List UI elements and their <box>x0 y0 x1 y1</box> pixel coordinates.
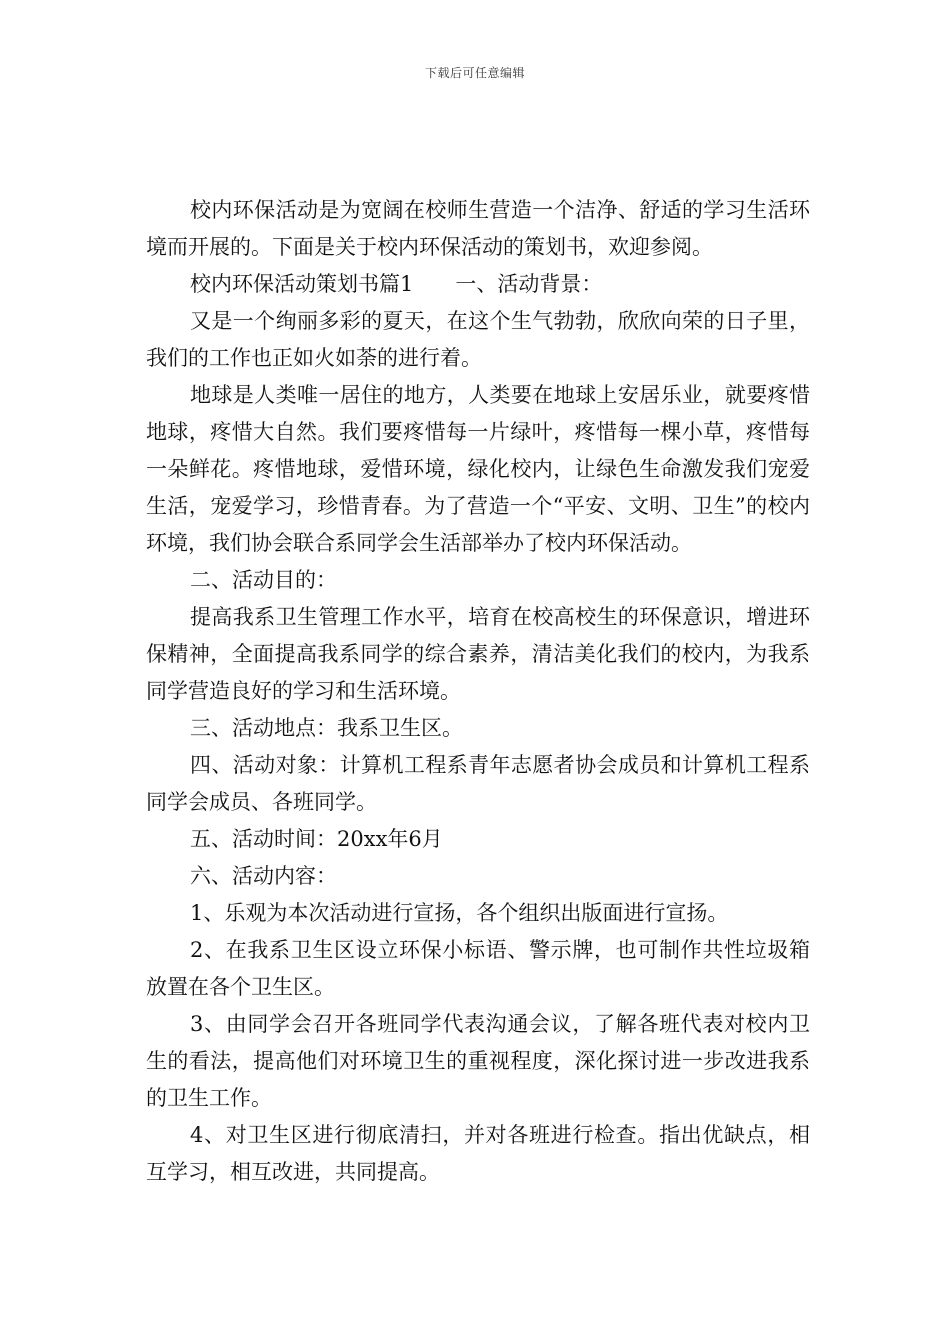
paragraph-title-background: 校内环保活动策划书篇1 一、活动背景： <box>190 272 603 296</box>
list-item-2: 2、在我系卫生区设立环保小标语、警示牌，也可制作共性垃圾箱放置在各个卫生区。 <box>146 938 810 999</box>
section-heading-purpose: 二、活动目的： <box>190 568 337 592</box>
paragraph-intro: 校内环保活动是为宽阔在校师生营造一个洁净、舒适的学习生活环境而开展的。下面是关于校内环保活动的策划书，欢迎参阅。 <box>146 198 810 259</box>
list-item-3: 3、由同学会召开各班同学代表沟通会议，了解各班代表对校内卫生的看法，提高他们对环境卫生的重视程度，深化探讨进一步改进我系的卫生工作。 <box>146 1012 810 1110</box>
section-heading-content: 六、活动内容： <box>190 864 337 888</box>
page-header-note: 下载后可任意编辑 <box>424 66 525 80</box>
list-item-1: 1、乐观为本次活动进行宣扬，各个组织出版面进行宣扬。 <box>190 901 729 925</box>
paragraph-summer: 又是一个绚丽多彩的夏天，在这个生气勃勃，欣欣向荣的日子里，我们的工作也正如火如荼的进行着。 <box>146 309 810 370</box>
paragraph-earth: 地球是人类唯一居住的地方，人类要在地球上安居乐业，就要疼惜地球，疼惜大自然。我们要疼惜每一片绿叶，疼惜每一棵小草，疼惜每一朵鲜花。疼惜地球，爱惜环境，绿化校内，让绿色生命激发我们宠爱生活，宠爱学习，珍惜青春。为了营造一个“平安、文明、卫生”的校内环境，我们协会联合系同学会生活部举办了校内环保活动。 <box>146 383 810 555</box>
list-item-4: 4、对卫生区进行彻底清扫，并对各班进行检查。指出优缺点，相互学习，相互改进，共同提高。 <box>146 1123 810 1184</box>
paragraph-purpose: 提高我系卫生管理工作水平，培育在校高校生的环保意识，增进环保精神，全面提高我系同学的综合素养，清洁美化我们的校内，为我系同学营造良好的学习和生活环境。 <box>146 605 810 703</box>
document-body <box>146 192 810 1191</box>
section-location: 三、活动地点：我系卫生区。 <box>190 716 463 740</box>
section-participants: 四、活动对象：计算机工程系青年志愿者协会成员和计算机工程系同学会成员、各班同学。 <box>146 753 810 814</box>
section-time: 五、活动时间：20xx年6月 <box>190 827 443 851</box>
